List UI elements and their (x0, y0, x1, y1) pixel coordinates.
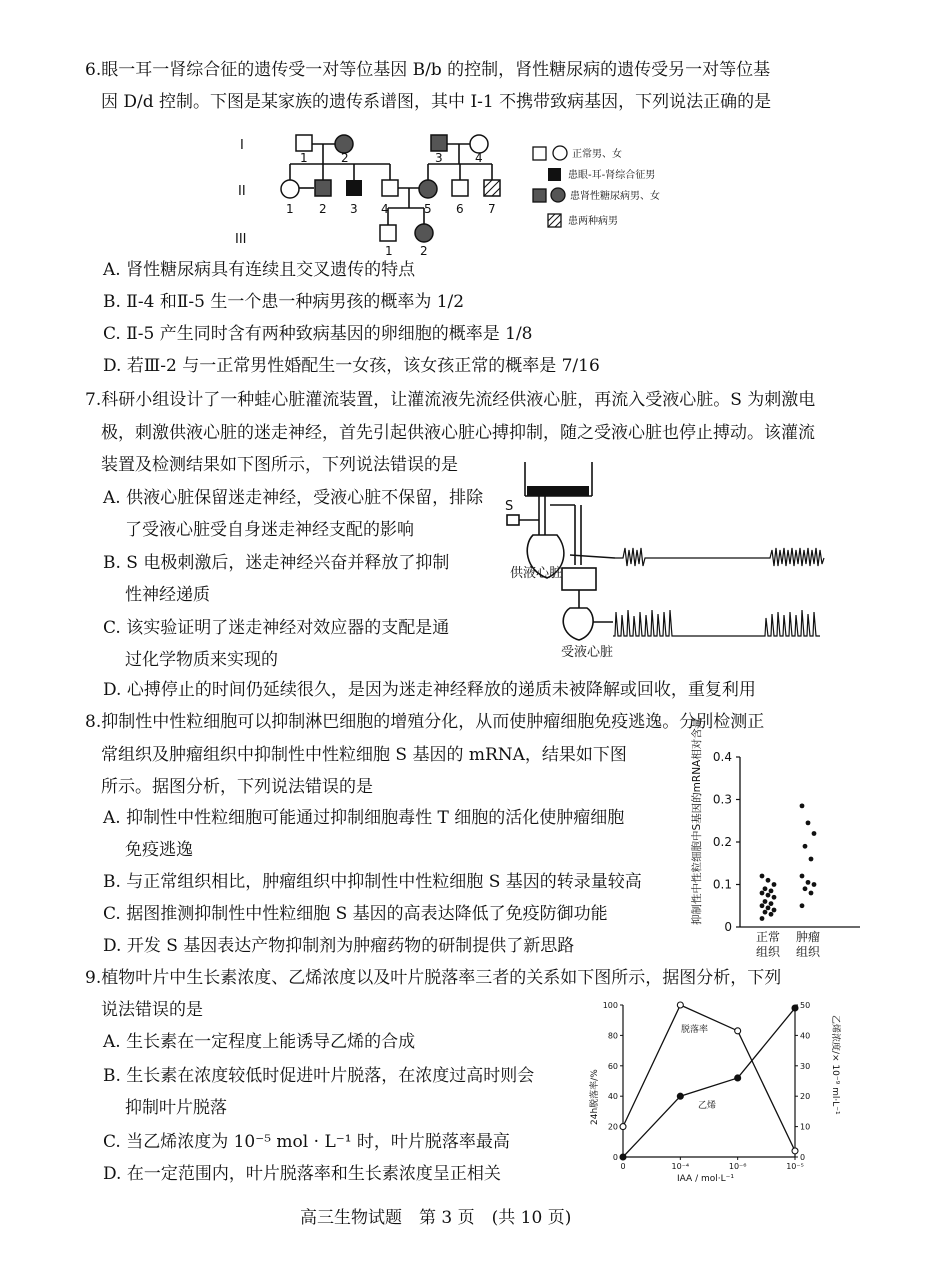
series-label-abscission: 脱落率 (681, 1025, 709, 1035)
q9-stem-line2: 说法错误的是 (101, 1000, 203, 1020)
scatter-point (809, 891, 814, 896)
num-II6: 6 (456, 202, 464, 216)
scatter-point (760, 903, 765, 908)
scatter-point (763, 899, 768, 904)
pedigree-II5 (419, 180, 437, 198)
s-gene-mrna-scatter-chart (680, 717, 870, 967)
q7-option-c1: C. 该实验证明了迷走神经对效应器的支配是通 (103, 618, 450, 638)
iaa-xlabel: IAA / mol·L⁻¹ (677, 1174, 734, 1184)
gen-label-I: I (240, 138, 244, 153)
q7-option-b1: B. S 电极刺激后，迷走神经兴奋并释放了抑制 (103, 553, 450, 573)
num-III2: 2 (420, 244, 428, 258)
abscission-point (620, 1124, 626, 1130)
scatter-point (800, 803, 805, 808)
scatter-ylabel: 抑制性中性粒细胞中S基因的mRNA相对含量 (691, 717, 703, 925)
pedigree-II4 (382, 180, 398, 196)
q6-option-a: A. 肾性糖尿病具有连续且交叉遗传的特点 (103, 260, 416, 280)
scatter-point (763, 886, 768, 891)
q9-option-b1: B. 生长素在浓度较低时促进叶片脱落，在浓度过高时则会 (103, 1066, 535, 1086)
q8-option-c: C. 据图推测抑制性中性粒细胞 S 基因的高表达降低了免疫防御功能 (103, 904, 608, 924)
q8-option-a1: A. 抑制性中性粒细胞可能通过抑制细胞毒性 T 细胞的活化使肿瘤细胞 (103, 808, 625, 828)
q9-option-a: A. 生长素在一定程度上能诱导乙烯的合成 (103, 1032, 416, 1052)
iaa-ltick-label: 100 (602, 1001, 618, 1010)
num-III1: 1 (385, 244, 393, 258)
pedigree-I1 (296, 135, 312, 151)
q6-option-d: D. 若Ⅲ-2 与一正常男性婚配生一女孩，该女孩正常的概率是 7/16 (103, 356, 600, 376)
pedigree-III1 (380, 225, 396, 241)
iaa-ltick-label: 40 (607, 1092, 618, 1102)
legend-both-icon (548, 214, 561, 227)
scatter-point (766, 893, 771, 898)
scatter-point (769, 912, 774, 917)
scatter-point (760, 874, 765, 879)
num-I4: 4 (475, 151, 483, 165)
scatter-point (812, 831, 817, 836)
num-II3: 3 (350, 202, 358, 216)
scatter-ytick-label: 0.4 (712, 750, 732, 764)
scatter-point (800, 903, 805, 908)
scatter-point (766, 878, 771, 883)
scatter-category-tumor: 肿瘤组织 (795, 930, 821, 959)
iaa-right-ylabel: 乙烯浓度/× 10⁻⁹ ml·L⁻¹ (830, 1015, 840, 1115)
iaa-ltick-label: 0 (612, 1153, 618, 1162)
scatter-point (803, 844, 808, 849)
perfusion-apparatus-figure (495, 460, 835, 660)
q6-option-c: C. Ⅱ-5 产生同时含有两种致病基因的卵细胞的概率是 1/8 (103, 324, 533, 344)
pedigree-figure (230, 122, 660, 258)
q9-option-c: C. 当乙烯浓度为 10⁻⁵ mol · L⁻¹ 时，叶片脱落率最高 (103, 1132, 510, 1152)
scatter-ytick-label: 0 (724, 920, 732, 934)
scatter-point (766, 905, 771, 910)
abscission-point (677, 1002, 683, 1008)
scatter-ytick-label: 0.1 (712, 877, 732, 892)
scatter-point (809, 857, 814, 862)
iaa-xtick-label: 10⁻⁵ (786, 1162, 804, 1171)
ethylene-line (623, 1008, 795, 1157)
pedigree-II6 (452, 180, 468, 196)
q7-option-a1: A. 供液心脏保留迷走神经，受液心脏不保留，排除 (103, 488, 484, 508)
scatter-point (763, 910, 768, 915)
iaa-rtick-label: 0 (800, 1153, 806, 1162)
iaa-rtick-label: 40 (800, 1031, 811, 1041)
q6-stem-line1: 6.眼一耳一肾综合征的遗传受一对等位基因 B/b 的控制，肾性糖尿病的遗传受另一对等位基 (85, 60, 771, 80)
abscission-point (735, 1028, 741, 1034)
q9-option-b2: 抑制叶片脱落 (125, 1098, 227, 1118)
electrode-s-label: S (505, 499, 514, 514)
pedigree-II3 (346, 180, 362, 196)
page-footer: 高三生物试题 第 3 页 (共 10 页) (300, 1208, 572, 1228)
scatter-point (760, 891, 765, 896)
q9-option-d: D. 在一定范围内，叶片脱落率和生长素浓度呈正相关 (103, 1164, 501, 1184)
num-I2: 2 (341, 151, 349, 165)
scatter-point (812, 882, 817, 887)
scatter-ytick-label: 0.2 (712, 835, 732, 849)
num-II5: 5 (424, 202, 432, 216)
q7-option-d: D. 心搏停止的时间仍延续很久，是因为迷走神经释放的递质未被降解或回收，重复利用 (103, 680, 756, 700)
recipient-heart-label: 受液心脏 (561, 645, 614, 660)
q8-option-a2: 免疫逃逸 (125, 840, 193, 860)
iaa-ltick-label: 60 (607, 1061, 618, 1071)
q7-option-c2: 过化学物质来实现的 (125, 650, 278, 670)
scatter-point (800, 874, 805, 879)
scatter-category-normal: 正常组织 (755, 930, 781, 959)
q8-option-d: D. 开发 S 基因表达产物抑制剂为肿瘤药物的研制提供了新思路 (103, 936, 575, 956)
iaa-xtick-label: 10⁻⁶ (728, 1162, 747, 1171)
scatter-point (772, 882, 777, 887)
ethylene-point (620, 1154, 626, 1160)
q8-stem-line1: 8.抑制性中性粒细胞可以抑制淋巴细胞的增殖分化，从而使肿瘤细胞免疫逃逸。分别检测正 (85, 712, 765, 732)
iaa-rtick-label: 10 (800, 1122, 811, 1132)
scatter-point (803, 886, 808, 891)
num-I3: 3 (435, 151, 443, 165)
q6-option-b: B. Ⅱ-4 和Ⅱ-5 生一个患一种病男孩的概率为 1/2 (103, 292, 465, 312)
abscission-point (792, 1148, 798, 1154)
num-I1: 1 (300, 151, 308, 165)
q6-stem-line2: 因 D/d 控制。下图是某家族的遗传系谱图，其中 I-1 不携带致病基因，下列说法正确的是 (101, 92, 772, 112)
iaa-left-ylabel: 24h脱落率/% (590, 1069, 600, 1125)
legend-eye-ear-kidney: 患眼-耳-肾综合征男 (568, 170, 656, 181)
donor-heart-label: 供液心脏 (510, 566, 563, 581)
scatter-point (772, 895, 777, 900)
num-II7: 7 (488, 202, 496, 216)
q9-stem-line1: 9.植物叶片中生长素浓度、乙烯浓度以及叶片脱落率三者的关系如下图所示，据图分析，下列 (85, 968, 782, 988)
q8-stem-line3: 所示。据图分析，下列说法错误的是 (101, 777, 373, 797)
iaa-ltick-label: 80 (607, 1031, 618, 1041)
q8-stem-line2: 常组织及肿瘤组织中抑制性中性粒细胞 S 基因的 mRNA，结果如下图 (101, 745, 627, 765)
q8-option-b: B. 与正常组织相比，肿瘤组织中抑制性中性粒细胞 S 基因的转录量较高 (103, 872, 642, 892)
ethylene-point (792, 1005, 798, 1011)
scatter-point (769, 901, 774, 906)
scatter-point (769, 888, 774, 893)
pedigree-III2 (415, 224, 433, 242)
q7-stem-line2: 极，刺激供液心脏的迷走神经，首先引起供液心脏心搏抑制，随之受液心脏也停止搏动。该灌流 (101, 423, 815, 443)
scatter-ytick-label: 0.3 (712, 792, 732, 807)
q7-option-a2: 了受液心脏受自身迷走神经支配的影响 (125, 520, 414, 540)
num-II4: 4 (381, 202, 389, 216)
q7-stem-line3: 装置及检测结果如下图所示，下列说法错误的是 (101, 455, 458, 475)
iaa-abscission-ethylene-chart (585, 995, 845, 1185)
scatter-point (806, 820, 811, 825)
num-II1: 1 (286, 202, 294, 216)
gen-label-III: III (235, 232, 247, 247)
legend-both: 患两种病男 (568, 216, 618, 227)
num-II2: 2 (319, 202, 327, 216)
pedigree-II1 (281, 180, 299, 198)
scatter-point (806, 880, 811, 885)
iaa-xtick-label: 10⁻⁴ (671, 1162, 690, 1171)
legend-renal-diabetes: 患肾性糖尿病男、女 (570, 191, 660, 202)
iaa-rtick-label: 20 (800, 1092, 811, 1102)
ethylene-point (735, 1075, 741, 1081)
pedigree-I3 (431, 135, 447, 151)
legend-normal: 正常男、女 (572, 149, 622, 160)
pedigree-II7 (484, 180, 500, 196)
donor-heart-trace (615, 548, 824, 566)
iaa-ltick-label: 20 (607, 1122, 618, 1132)
recipient-heart-trace (613, 610, 820, 636)
gen-label-II: II (238, 184, 246, 199)
series-label-ethylene: 乙烯 (698, 1101, 717, 1111)
q7-stem-line1: 7.科研小组设计了一种蛙心脏灌流装置，让灌流液先流经供液心脏，再流入受液心脏。S 为刺激电 (85, 390, 816, 410)
pedigree-II2 (315, 180, 331, 196)
iaa-rtick-label: 30 (800, 1061, 811, 1071)
scatter-point (772, 908, 777, 913)
iaa-xtick-label: 0 (620, 1162, 626, 1171)
q7-option-b2: 性神经递质 (125, 585, 210, 605)
iaa-rtick-label: 50 (800, 1001, 811, 1010)
scatter-point (760, 916, 765, 921)
ethylene-point (677, 1093, 683, 1099)
